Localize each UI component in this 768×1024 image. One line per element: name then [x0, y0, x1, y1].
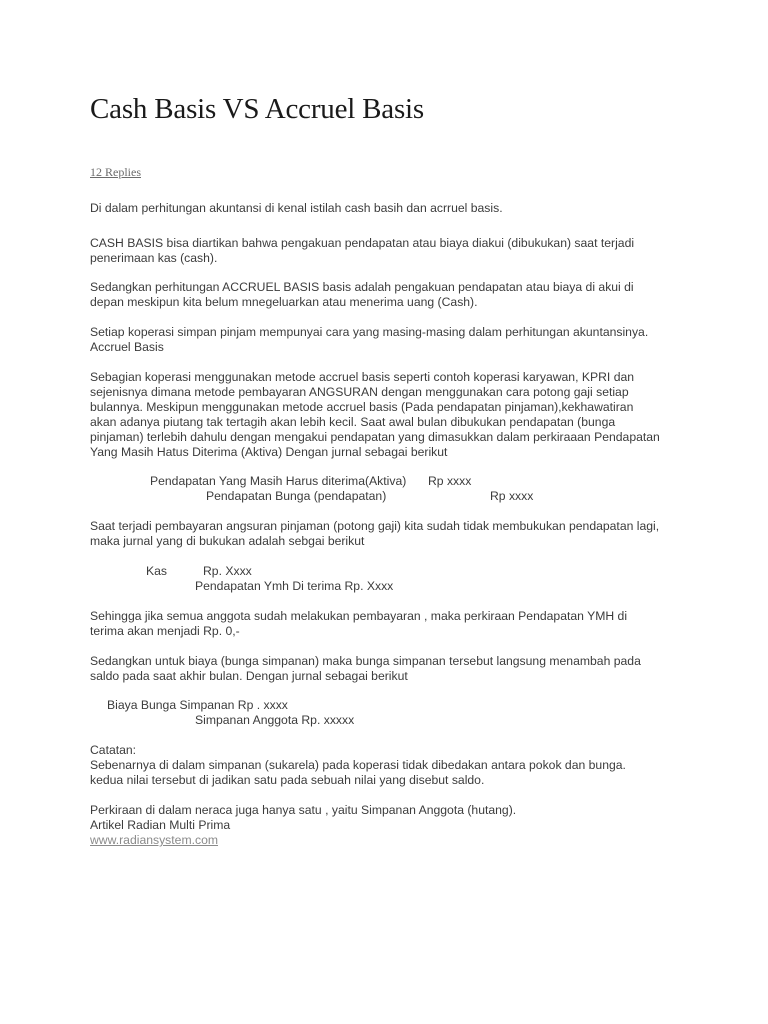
journal-entry-amount: Rp. Xxxx — [203, 564, 252, 578]
journal-entry: Pendapatan Ymh Di terima Rp. Xxxx — [195, 579, 394, 593]
journal-entry-amount: Rp xxxx — [490, 489, 534, 503]
paragraph-line: depan meskipun kita belum mnegeluarkan atau menerima uang (Cash). — [90, 295, 478, 309]
journal-entry-label: Pendapatan Bunga (pendapatan) — [206, 489, 387, 503]
paragraph-line: akan adanya piutang tak tertagih akan lebih kecil. Saat awal bulan dibukukan pendapatan (bunga — [90, 415, 616, 429]
paragraph-line: kedua nilai tersebut di jadikan satu pada sebuah nilai yang disebut saldo. — [90, 773, 485, 787]
journal-entry-label: Kas — [146, 564, 168, 578]
paragraph-line: CASH BASIS bisa diartikan bahwa pengakuan pendapatan atau biaya diakui (dibukukan) saat terjadi — [90, 236, 635, 250]
intro-text: Di dalam perhitungan akuntansi di kenal istilah cash basih dan acrruel basis. — [90, 201, 503, 215]
journal-entry-amount: Rp xxxx — [428, 474, 472, 488]
paragraph-line: pinjaman) terlebih dahulu dengan mengakui pendapatan yang dimasukkan dalam perkiraaan Pendapatan — [90, 430, 660, 444]
replies-link[interactable]: 12 Replies — [90, 165, 141, 179]
paragraph-line: saldo pada saat akhir bulan. Dengan jurnal sebagai berikut — [90, 669, 408, 683]
paragraph-line: Setiap koperasi simpan pinjam mempunyai cara yang masing-masing dalam perhitungan akuntansinya. — [90, 325, 649, 339]
paragraph-line: terima akan menjadi Rp. 0,- — [90, 624, 240, 638]
paragraph-line: Sehingga jika semua anggota sudah melakukan pembayaran , maka perkiraan Pendapatan YMH di — [90, 609, 628, 623]
paragraph-line: Perkiraan di dalam neraca juga hanya satu , yaitu Simpanan Anggota (hutang). — [90, 803, 517, 817]
author-line: Artikel Radian Multi Prima — [90, 818, 231, 832]
page-title: Cash Basis VS Accruel Basis — [90, 93, 425, 125]
paragraph-line: Accruel Basis — [90, 340, 164, 354]
paragraph-line: sejenisnya dimana metode pembayaran ANGSURAN dengan menggunakan cara potong gaji setiap — [90, 385, 629, 399]
paragraph-line: Sebagian koperasi menggunakan metode accruel basis seperti contoh koperasi karyawan, KPRI dan — [90, 370, 635, 384]
journal-entry-label: Pendapatan Yang Masih Harus diterima(Aktiva) — [150, 474, 407, 488]
paragraph-line: penerimaan kas (cash). — [90, 251, 218, 265]
website-link[interactable]: www.radiansystem.com — [90, 833, 219, 847]
paragraph-line: bulannya. Meskipun menggunakan metode accruel basis (Pada pendapatan pinjaman),kekhawatiran — [90, 400, 634, 414]
journal-entry: Biaya Bunga Simpanan Rp . xxxx — [107, 698, 288, 712]
paragraph-line: maka jurnal yang di bukukan adalah sebgai berikut — [90, 534, 365, 548]
paragraph-line: Sedangkan perhitungan ACCRUEL BASIS basis adalah pengakuan pendapatan atau biaya di akui di — [90, 280, 634, 294]
paragraph-line: Sebenarnya di dalam simpanan (sukarela) pada koperasi tidak dibedakan antara pokok dan bunga. — [90, 758, 626, 772]
paragraph-line: Saat terjadi pembayaran angsuran pinjaman (potong gaji) kita sudah tidak membukukan pendapatan lagi, — [90, 519, 660, 533]
paragraph-line: Yang Masih Hatus Diterima (Aktiva) Dengan jurnal sebagai berikut — [90, 445, 448, 459]
paragraph-line: Sedangkan untuk biaya (bunga simpanan) maka bunga simpanan tersebut langsung menambah pada — [90, 654, 641, 668]
journal-entry: Simpanan Anggota Rp. xxxxx — [195, 713, 355, 727]
note-heading: Catatan: — [90, 743, 137, 757]
